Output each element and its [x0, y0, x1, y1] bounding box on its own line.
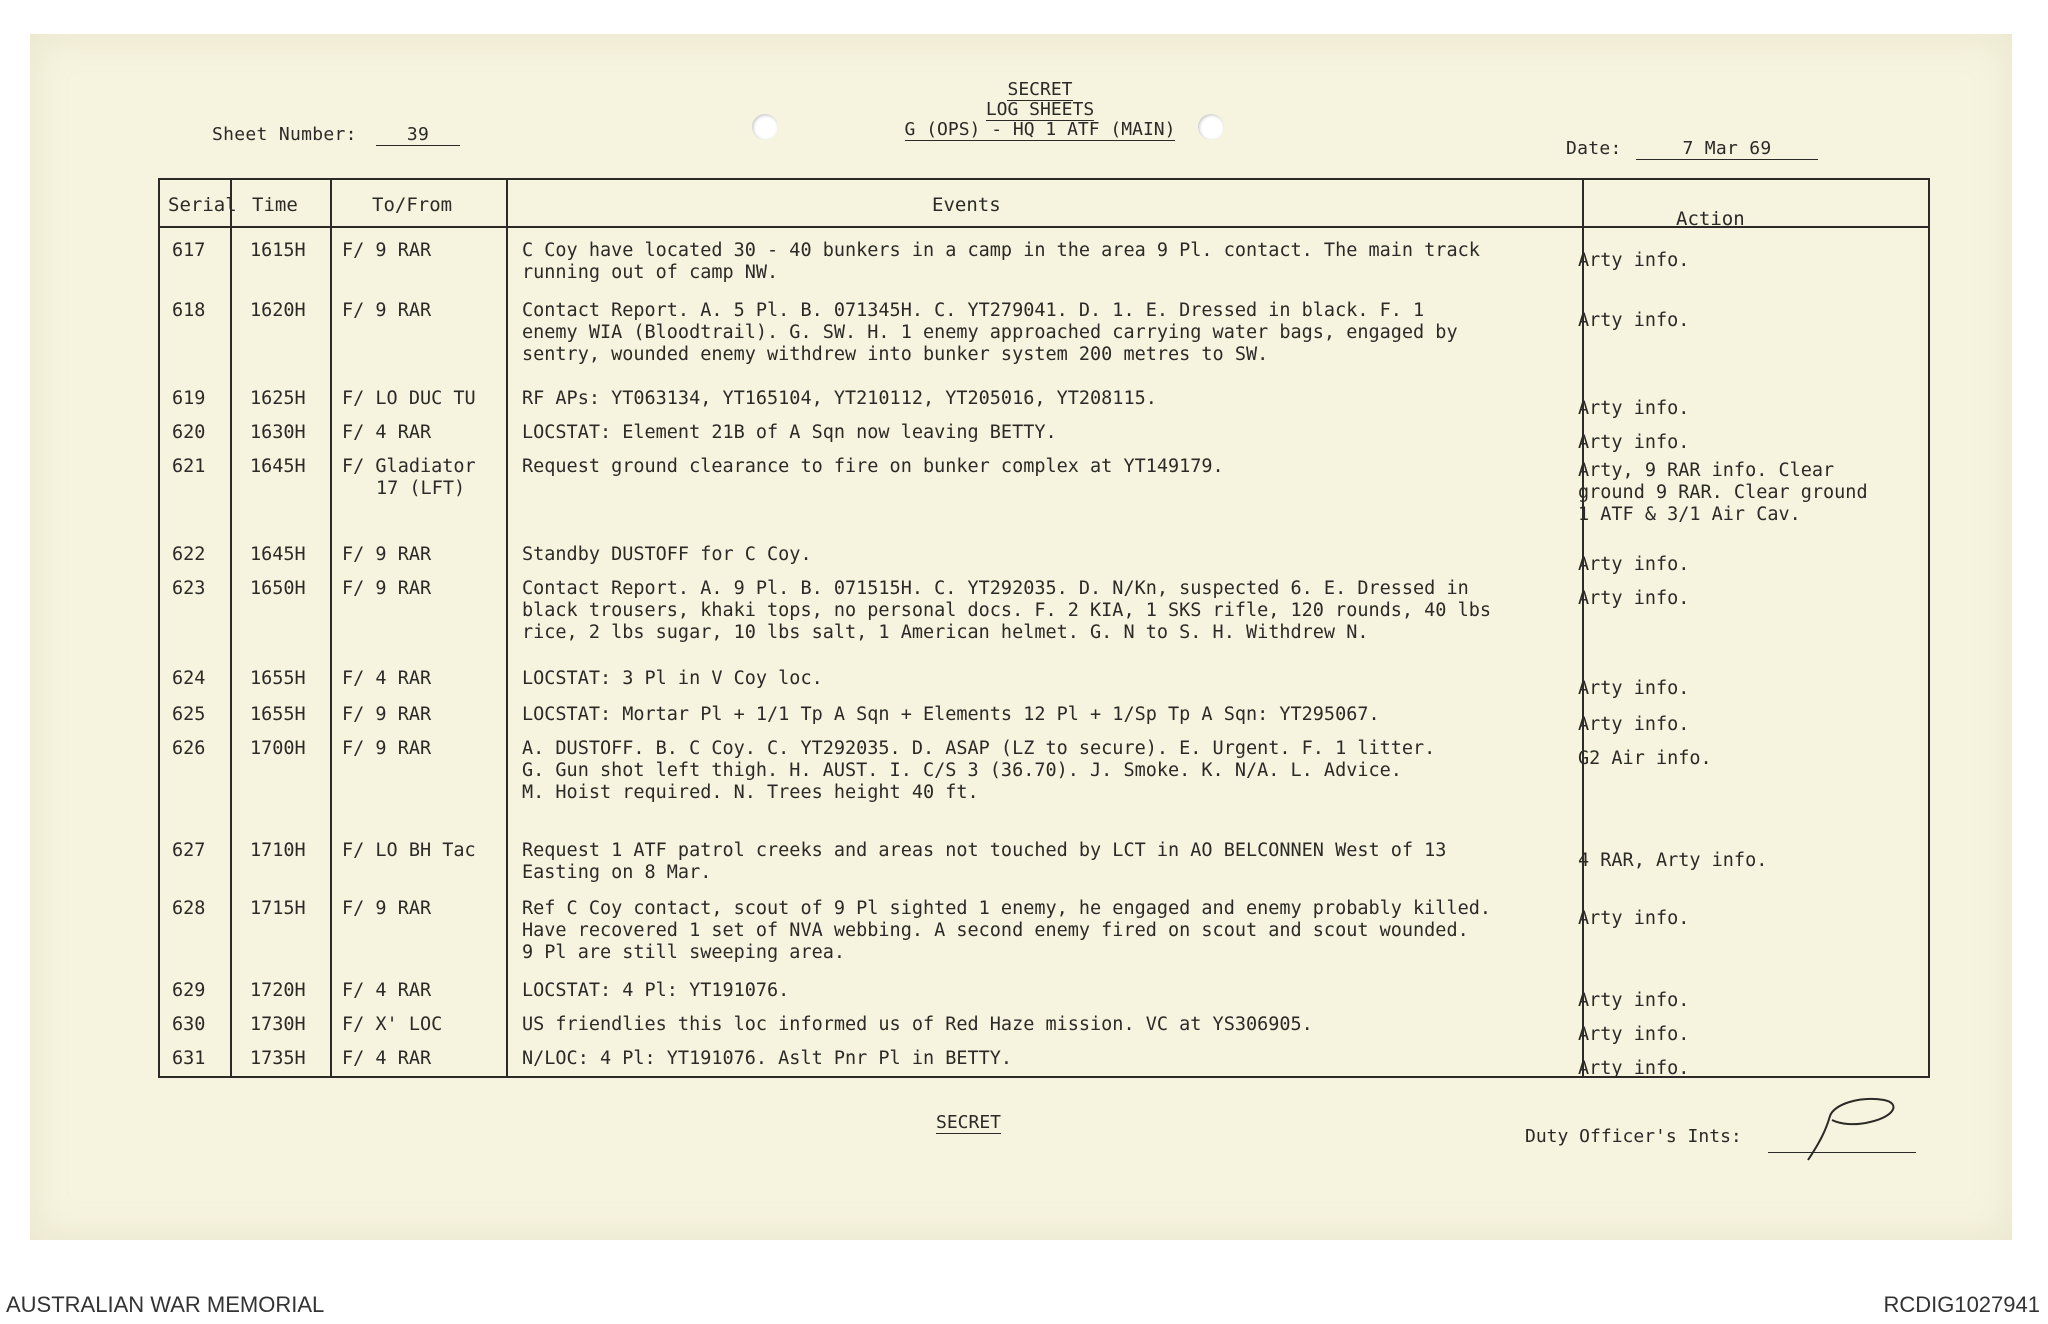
event-line: Easting on 8 Mar.: [522, 862, 712, 883]
to-from-cell: [342, 578, 431, 600]
time-cell: 1730H: [250, 1014, 306, 1035]
serial-cell: 627: [172, 840, 206, 861]
column-header-time: Time: [252, 194, 298, 216]
serial-cell: 628: [172, 898, 206, 919]
to-from-line: F/ 9 RAR: [342, 240, 432, 261]
action-line: Arty, 9 RAR info. Clear: [1578, 460, 1835, 481]
serial-cell: 626: [172, 738, 206, 759]
event-line: N/LOC: 4 Pl: YT191076. Aslt Pnr Pl in BETTY.: [522, 1048, 1013, 1069]
archive-strip: [0, 1284, 2048, 1324]
header-unit: G (OPS) - HQ 1 ATF (MAIN): [904, 119, 1176, 140]
event-line: LOCSTAT: 3 Pl in V Coy loc.: [522, 668, 823, 689]
action-cell: [1578, 554, 1918, 576]
date-label: Date:: [1566, 138, 1622, 159]
action-cell: [1578, 1058, 1918, 1080]
events-cell: [522, 898, 1552, 964]
to-from-cell: [342, 544, 431, 566]
event-line: rice, 2 lbs sugar, 10 lbs salt, 1 American helmet. G. N to S. H. Withdrew N.: [522, 622, 1369, 643]
column-header-action: Action: [1676, 208, 1745, 230]
column-divider: [230, 180, 232, 1076]
to-from-cell: [342, 738, 431, 760]
sheet-number-label: Sheet Number:: [212, 124, 357, 145]
to-from-line: F/ LO DUC TU: [342, 388, 476, 409]
to-from-cell: [342, 1014, 442, 1036]
action-line: 1 ATF & 3/1 Air Cav.: [1578, 504, 1801, 525]
header-title: LOG SHEETS: [985, 99, 1095, 120]
header-classification: SECRET: [1007, 79, 1073, 100]
action-line: Arty info.: [1578, 250, 1690, 271]
footer-classification: SECRET: [936, 1112, 1002, 1133]
action-line: 4 RAR, Arty info.: [1578, 850, 1768, 871]
action-line: Arty info.: [1578, 714, 1690, 735]
events-cell: [522, 840, 1552, 884]
time-cell: 1735H: [250, 1048, 306, 1069]
action-cell: [1578, 588, 1918, 610]
serial-cell: 620: [172, 422, 206, 443]
serial-cell: 629: [172, 980, 206, 1001]
serial-cell: 621: [172, 456, 206, 477]
event-line: Standby DUSTOFF for C Coy.: [522, 544, 812, 565]
action-cell: [1578, 748, 1918, 770]
column-header-serial: Serial: [168, 194, 237, 216]
action-cell: [1578, 398, 1918, 420]
time-cell: 1645H: [250, 544, 306, 565]
to-from-cell: [342, 1048, 431, 1070]
to-from-line: F/ 9 RAR: [342, 738, 432, 759]
event-line: black trousers, khaki tops, no personal docs. F. 2 KIA, 1 SKS rifle, 120 rounds, 40 lbs: [522, 600, 1492, 621]
event-line: Request ground clearance to fire on bunker complex at YT149179.: [522, 456, 1224, 477]
action-cell: [1578, 432, 1918, 454]
time-cell: 1655H: [250, 704, 306, 725]
header-divider: [160, 226, 1928, 228]
action-cell: [1578, 460, 1918, 526]
to-from-cell: [342, 240, 431, 262]
time-cell: 1655H: [250, 668, 306, 689]
action-line: Arty info.: [1578, 554, 1690, 575]
events-cell: [522, 388, 1552, 410]
serial-cell: 630: [172, 1014, 206, 1035]
action-line: Arty info.: [1578, 908, 1690, 929]
serial-cell: 619: [172, 388, 206, 409]
duty-officer-label: Duty Officer's Ints:: [1525, 1126, 1742, 1147]
to-from-line: F/ 9 RAR: [342, 578, 432, 599]
serial-cell: 624: [172, 668, 206, 689]
time-cell: 1620H: [250, 300, 306, 321]
archive-reference: RCDIG1027941: [1883, 1292, 2040, 1317]
time-cell: 1615H: [250, 240, 306, 261]
action-line: Arty info.: [1578, 1058, 1690, 1079]
event-line: LOCSTAT: Element 21B of A Sqn now leaving BETTY.: [522, 422, 1057, 443]
to-from-line: 17 (LFT): [376, 478, 466, 499]
action-cell: [1578, 850, 1918, 872]
events-cell: [522, 704, 1552, 726]
to-from-line: F/ 9 RAR: [342, 704, 432, 725]
events-cell: [522, 578, 1552, 644]
event-line: A. DUSTOFF. B. C Coy. C. YT292035. D. ASAP (LZ to secure). E. Urgent. F. 1 litter.: [522, 738, 1436, 759]
to-from-cell: [342, 980, 431, 1002]
serial-cell: 623: [172, 578, 206, 599]
to-from-cell: [342, 456, 476, 500]
event-line: running out of camp NW.: [522, 262, 779, 283]
event-line: Contact Report. A. 9 Pl. B. 071515H. C. YT292035. D. N/Kn, suspected 6. E. Dressed in: [522, 578, 1469, 599]
action-cell: [1578, 250, 1918, 272]
time-cell: 1645H: [250, 456, 306, 477]
event-line: Have recovered 1 set of NVA webbing. A second enemy fired on scout and scout wounded.: [522, 920, 1469, 941]
action-line: ground 9 RAR. Clear ground: [1578, 482, 1868, 503]
event-line: M. Hoist required. N. Trees height 40 ft.: [522, 782, 979, 803]
event-line: Contact Report. A. 5 Pl. B. 071345H. C. YT279041. D. 1. E. Dressed in black. F. 1: [522, 300, 1425, 321]
date-value: 7 Mar 69: [1636, 138, 1818, 160]
events-cell: [522, 422, 1552, 444]
to-from-cell: [342, 898, 431, 920]
event-line: US friendlies this loc informed us of Red Haze mission. VC at YS306905.: [522, 1014, 1313, 1035]
to-from-line: F/ 4 RAR: [342, 1048, 432, 1069]
to-from-line: F/ 9 RAR: [342, 898, 432, 919]
action-line: Arty info.: [1578, 310, 1690, 331]
action-line: Arty info.: [1578, 678, 1690, 699]
to-from-line: F/ 4 RAR: [342, 422, 432, 443]
serial-cell: 631: [172, 1048, 206, 1069]
events-cell: [522, 738, 1552, 804]
action-line: G2 Air info.: [1578, 748, 1712, 769]
log-table: [158, 178, 1930, 1078]
column-header-to-from: To/From: [372, 194, 453, 216]
serial-cell: 625: [172, 704, 206, 725]
to-from-cell: [342, 300, 431, 322]
action-cell: [1578, 310, 1918, 332]
event-line: sentry, wounded enemy withdrew into bunker system 200 metres to SW.: [522, 344, 1269, 365]
serial-cell: 618: [172, 300, 206, 321]
events-cell: [522, 1014, 1552, 1036]
event-line: LOCSTAT: 4 Pl: YT191076.: [522, 980, 790, 1001]
events-cell: [522, 544, 1552, 566]
to-from-line: F/ 9 RAR: [342, 544, 432, 565]
event-line: G. Gun shot left thigh. H. AUST. I. C/S 3 (36.70). J. Smoke. K. N/A. L. Advice.: [522, 760, 1402, 781]
time-cell: 1700H: [250, 738, 306, 759]
to-from-line: F/ 4 RAR: [342, 980, 432, 1001]
event-line: RF APs: YT063134, YT165104, YT210112, YT205016, YT208115.: [522, 388, 1157, 409]
sheet-number-value: 39: [376, 124, 460, 146]
events-cell: [522, 668, 1552, 690]
event-line: LOCSTAT: Mortar Pl + 1/1 Tp A Sqn + Elements 12 Pl + 1/Sp Tp A Sqn: YT295067.: [522, 704, 1380, 725]
header-title-block: [760, 80, 1320, 140]
event-line: 9 Pl are still sweeping area.: [522, 942, 846, 963]
event-line: Request 1 ATF patrol creeks and areas not touched by LCT in AO BELCONNEN West of 13: [522, 840, 1447, 861]
to-from-cell: [342, 422, 431, 444]
to-from-cell: [342, 840, 476, 862]
time-cell: 1630H: [250, 422, 306, 443]
column-header-events: Events: [932, 194, 1001, 216]
events-cell: [522, 980, 1552, 1002]
time-cell: 1650H: [250, 578, 306, 599]
event-line: Ref C Coy contact, scout of 9 Pl sighted 1 enemy, he engaged and enemy probably killed.: [522, 898, 1492, 919]
action-line: Arty info.: [1578, 990, 1690, 1011]
event-line: enemy WIA (Bloodtrail). G. SW. H. 1 enemy approached carrying water bags, engaged by: [522, 322, 1458, 343]
events-cell: [522, 456, 1552, 478]
action-cell: [1578, 714, 1918, 736]
to-from-line: F/ X' LOC: [342, 1014, 443, 1035]
time-cell: 1715H: [250, 898, 306, 919]
action-line: Arty info.: [1578, 432, 1690, 453]
to-from-cell: [342, 704, 431, 726]
serial-cell: 617: [172, 240, 206, 261]
to-from-line: F/ 4 RAR: [342, 668, 432, 689]
action-line: Arty info.: [1578, 1024, 1690, 1045]
action-line: Arty info.: [1578, 588, 1690, 609]
column-divider: [506, 180, 508, 1076]
time-cell: 1710H: [250, 840, 306, 861]
action-cell: [1578, 678, 1918, 700]
action-cell: [1578, 990, 1918, 1012]
column-divider: [330, 180, 332, 1076]
time-cell: 1720H: [250, 980, 306, 1001]
events-cell: [522, 240, 1552, 284]
time-cell: 1625H: [250, 388, 306, 409]
action-line: Arty info.: [1578, 398, 1690, 419]
to-from-cell: [342, 388, 476, 410]
initials-mark: [1800, 1094, 1910, 1164]
serial-cell: 622: [172, 544, 206, 565]
events-cell: [522, 1048, 1552, 1070]
event-line: C Coy have located 30 - 40 bunkers in a camp in the area 9 Pl. contact. The main track: [522, 240, 1480, 261]
action-cell: [1578, 908, 1918, 930]
to-from-line: F/ 9 RAR: [342, 300, 432, 321]
to-from-cell: [342, 668, 431, 690]
events-cell: [522, 300, 1552, 366]
action-cell: [1578, 1024, 1918, 1046]
archive-name: AUSTRALIAN WAR MEMORIAL: [6, 1292, 325, 1317]
to-from-line: F/ LO BH Tac: [342, 840, 476, 861]
to-from-line: F/ Gladiator: [342, 456, 476, 477]
